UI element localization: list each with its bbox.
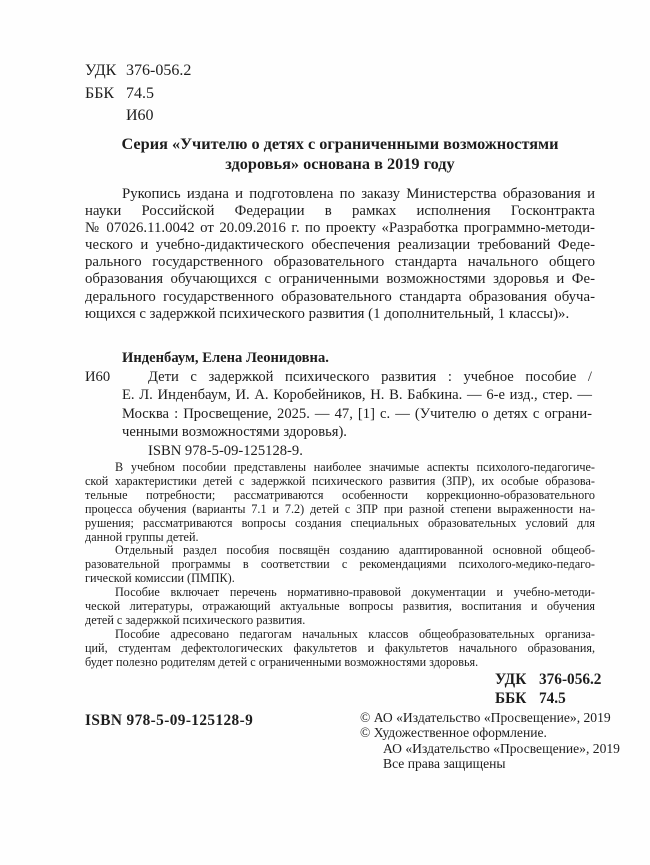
copyright-block bbox=[360, 710, 620, 771]
annotation-line: данной группы детей. bbox=[85, 529, 199, 544]
copyright-line: АО «Издательство «Просвещение», 2019 bbox=[383, 740, 620, 756]
annotation-block bbox=[85, 461, 595, 670]
copyright-line: Все права защищены bbox=[383, 755, 506, 771]
classification-codes-top bbox=[85, 60, 191, 128]
copyright-line: © АО «Издательство «Просвещение», 2019 bbox=[360, 710, 611, 725]
footer-bbk-row bbox=[495, 689, 601, 708]
annotation-line: Пособие адресовано педагогам начальных классов общеобразовательных организа- bbox=[115, 626, 595, 641]
imprint-paragraph bbox=[85, 186, 595, 323]
bbk-value: 74.5 bbox=[126, 84, 154, 102]
author-sign-row bbox=[85, 105, 191, 128]
bbk-row bbox=[85, 83, 191, 106]
footer-udk-row bbox=[495, 670, 601, 689]
annotation-line: В учебном пособии представлены наиболее значимые аспекты психолого-педагогиче- bbox=[115, 460, 595, 474]
udk-value: 376-056.2 bbox=[126, 62, 192, 79]
imprint-line: дерального государственного образовательного стандарта образования обуча- bbox=[85, 288, 595, 305]
annotation-paragraph bbox=[85, 544, 595, 586]
author-heading: Инденбаум, Елена Леонидовна. bbox=[122, 350, 329, 366]
annotation-line: рушения; рассматриваются вопросы создания специальных образовательных условий для bbox=[85, 515, 595, 530]
series-line: здоровья» основана в 2019 году bbox=[225, 153, 455, 173]
author-sign: И60 bbox=[126, 107, 154, 124]
udk-label: УДК bbox=[85, 62, 117, 79]
card-entry-line: ченными возможностями здоровья). bbox=[122, 424, 347, 441]
annotation-paragraph bbox=[85, 628, 595, 670]
imprint-line: науки Российской Федерации в рамках исполнения Госконтракта bbox=[85, 203, 595, 220]
footer-udk-label: УДК bbox=[495, 671, 527, 688]
annotation-paragraph bbox=[85, 586, 595, 628]
annotation-line: детей с задержкой психического развития. bbox=[85, 612, 306, 627]
footer-bbk-value: 74.5 bbox=[539, 690, 566, 707]
copyright-line: © Художественное оформление. bbox=[360, 725, 547, 741]
footer-udk-value: 376-056.2 bbox=[539, 671, 602, 688]
annotation-line: Пособие включает перечень нормативно-правовой документации и учебно-методи- bbox=[115, 585, 595, 600]
card-entry-line: Е. Л. Инденбаум, И. А. Коробейников, Н. В. Бабкина. — 6-е изд., стер. — bbox=[122, 387, 592, 404]
imprint-line: рального государственного образовательного стандарта начального общего bbox=[85, 254, 595, 271]
card-entry-line: Дети с задержкой психического развития : учебное пособие / bbox=[148, 368, 592, 385]
imprint-line: ющихся с задержкой психического развития (1 дополнительный, 1 классы)». bbox=[85, 305, 570, 322]
series-line: Серия «Учителю о детях с ограниченными возможностями bbox=[121, 134, 559, 153]
annotation-line: ческой литературы, отражающий актуальные вопросы развития, воспитания и обучения bbox=[85, 599, 595, 614]
imprint-line: № 07026.11.0042 от 20.09.2016 г. по проекту «Разработка программно-методи- bbox=[85, 220, 595, 237]
imprint-line: Рукопись издана и подготовлена по заказу Министерства образования и bbox=[122, 186, 595, 202]
imprint-line: ческого и учебно-дидактического обеспечения реализации требований Феде- bbox=[85, 237, 595, 254]
annotation-paragraph bbox=[85, 461, 595, 544]
imprint-line: образования обучающихся с ограниченными возможностями здоровья и Фе- bbox=[85, 271, 595, 288]
catalog-card bbox=[85, 349, 592, 461]
annotation-line: будет полезно родителям детей с ограниченными возможностями здоровья. bbox=[85, 654, 479, 669]
annotation-line: ской характеристики детей с задержкой психического развития (ЗПР), их особые образова- bbox=[85, 473, 595, 488]
series-note bbox=[85, 134, 595, 173]
annotation-line: гической комиссии (ПМПК). bbox=[85, 571, 235, 586]
isbn-footer: ISBN 978-5-09-125128-9 bbox=[85, 712, 254, 729]
annotation-line: Отдельный раздел пособия посвящён созданию адаптированной основной общеоб- bbox=[115, 543, 595, 558]
card-isbn: ISBN 978-5-09-125128-9. bbox=[148, 442, 303, 459]
annotation-line: процесса обучения (варианты 7.1 и 7.2) детей с ЗПР при разной степени выраженности на- bbox=[85, 501, 595, 516]
annotation-line: разовательной программы в соответствии с рекомендациями психолого-медико-педаго- bbox=[85, 557, 595, 572]
card-entry-line: Москва : Просвещение, 2025. — 47, [1] с. — (Учителю о детях с ограни- bbox=[122, 405, 592, 422]
footer-bbk-label: ББК bbox=[495, 690, 527, 707]
annotation-line: тельные потребности; рассматриваются особенности коррекционно-образовательного bbox=[85, 487, 595, 502]
classification-codes-footer bbox=[495, 670, 601, 708]
annotation-line: ций, студентам дефектологических факультетов и факультетов начального образования, bbox=[85, 640, 595, 655]
bbk-label: ББК bbox=[85, 84, 115, 102]
catalog-card-code: И60 bbox=[85, 369, 111, 385]
udk-row bbox=[85, 60, 191, 83]
